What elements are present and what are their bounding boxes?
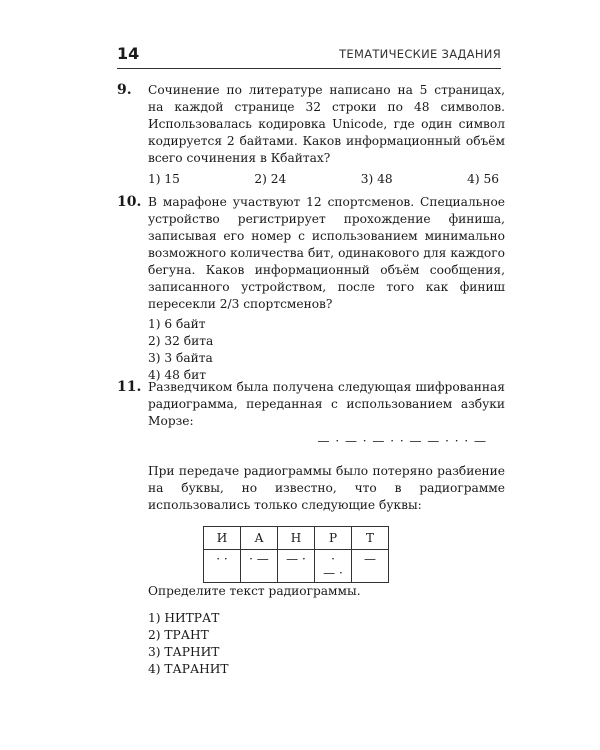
task-number: 10.: [117, 194, 142, 210]
answer-options: [148, 171, 505, 188]
table-code: [278, 550, 315, 583]
task-10: [117, 194, 505, 384]
header-rule: [117, 68, 501, 69]
answer-option: 4) ТАРАНИТ: [148, 662, 229, 676]
table-code: [315, 550, 352, 583]
code-line: —: [364, 552, 376, 566]
answer-option: 4) 56: [467, 172, 499, 186]
table-letter: Р: [315, 527, 352, 550]
table-code: [241, 550, 278, 583]
code-line: · —: [249, 552, 269, 566]
answer-option: 2) ТРАНТ: [148, 628, 209, 642]
table-letter: Н: [278, 527, 315, 550]
answer-options: [148, 610, 505, 678]
answer-option: 1) НИТРАТ: [148, 611, 220, 625]
code-line: — ·: [286, 552, 306, 566]
task-text: Разведчиком была получена следующая шифрованная радиограмма, переданная с использованием азбуки Морзе:: [148, 380, 505, 428]
answer-option: 1) 6 байт: [148, 317, 206, 331]
page-number: 14: [117, 44, 140, 63]
task-11: [117, 379, 505, 678]
task-text: В марафоне участвуют 12 спортсменов. Специальное устройство регистрирует прохождение финиша, записывая его номер с использованием минимально возможного количества бит, одинакового для каждого бегуна. Каков информационный объём сообщения, записанного устройством, после того как финиш пересекли 2/3 спортсменов?: [148, 195, 505, 311]
answer-option: 3) ТАРНИТ: [148, 645, 220, 659]
code-line: ·: [331, 552, 335, 566]
table-letter: И: [204, 527, 241, 550]
code-line: · ·: [216, 552, 228, 566]
answer-option: 4) 48 бит: [148, 368, 206, 382]
table-code: [204, 550, 241, 583]
task-9: [117, 82, 505, 188]
task-text-2: При передаче радиограммы было потеряно разбиение на буквы, но известно, что в радиограмме использовались только следующие буквы:: [148, 464, 505, 512]
answer-options: [148, 316, 505, 384]
table-letter: Т: [352, 527, 389, 550]
table-letter: А: [241, 527, 278, 550]
answer-option: 1) 15: [148, 172, 180, 186]
answer-option: 3) 3 байта: [148, 351, 213, 365]
task-number: 11.: [117, 379, 142, 395]
answer-option: 2) 24: [254, 172, 287, 186]
table-code: [352, 550, 389, 583]
task-number: 9.: [117, 82, 132, 98]
section-title: ТЕМАТИЧЕСКИЕ ЗАДАНИЯ: [339, 47, 501, 61]
morse-message: — · — · — · · — — · · · —: [317, 434, 487, 448]
task-text-3: Определите текст радиограммы.: [148, 584, 361, 598]
morse-code-table: [203, 526, 389, 583]
answer-option: 3) 48: [360, 172, 393, 186]
code-line: — ·: [323, 566, 343, 580]
task-text: Сочинение по литературе написано на 5 страницах, на каждой странице 32 строки по 48 символов. Использовалась кодировка Unicode, где один символ кодируется 2 байтами. Каков информационный объём всего сочинения в Кбайтах?: [148, 83, 505, 165]
answer-option: 2) 32 бита: [148, 334, 214, 348]
